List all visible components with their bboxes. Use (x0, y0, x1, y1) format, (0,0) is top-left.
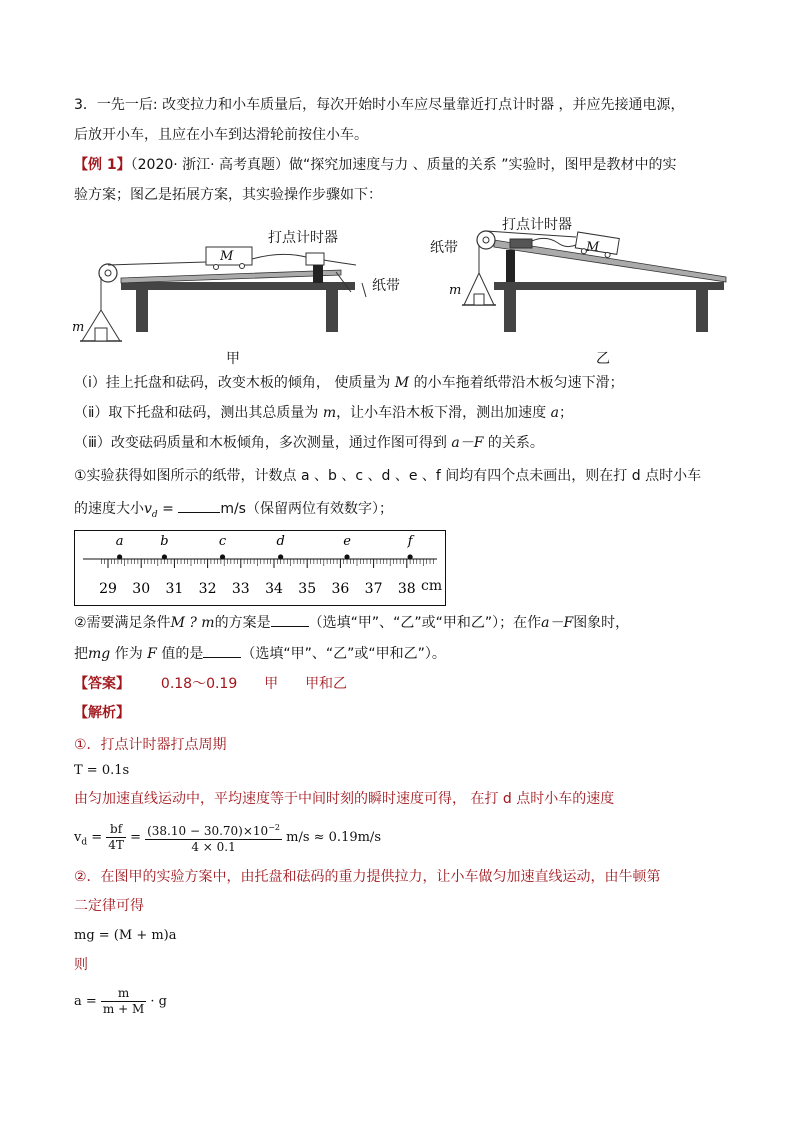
analysis-p3-line-1: ②．在图甲的实验方案中，由托盘和砝码的重力提供拉力，让小车做匀加速直线运动，由牛顿第 (74, 869, 661, 885)
tape-point-label-d: d (276, 534, 285, 549)
tape-point-a (117, 554, 122, 559)
question-1-line-1: ①实验获得如图所示的纸带，计数点 a 、b 、c 、d 、e 、f 间均有四个点未画出，则在打 d 点时小车 (74, 468, 702, 484)
analysis-eq-newton: mg = (M + m)a (74, 928, 177, 943)
ruler-tick-label: 31 (165, 581, 184, 597)
question-2-line-1: ②需要满足条件M ? m的方案是 （选填“甲”、“乙”或“甲和乙”）；在作a－F图象时， (74, 612, 629, 633)
analysis-label: 【解析】 (74, 705, 130, 721)
intro-line-1: 3．一先一后: 改变拉力和小车质量后，每次开始时小车应尽量靠近打点计时器 ，并应先接通电源， (74, 97, 685, 113)
table-leg-left-1 (136, 290, 148, 332)
ruler-tick-label: 36 (331, 581, 350, 597)
answer-line (74, 674, 347, 694)
caption-jia: 甲 (226, 351, 240, 367)
left-hanger-mass: m (72, 320, 85, 335)
tape-point-b (162, 554, 167, 559)
right-timer-label: 打点计时器 (502, 217, 572, 233)
step-3: （ⅲ）改变砝码质量和木板倾角，多次测量，通过作图可得到 a－F 的关系。 (74, 435, 544, 451)
step-2: （ⅱ）取下托盘和砝码，测出其总质量为 m，让小车沿木板下滑，测出加速度 a； (74, 405, 573, 421)
right-tape-label: 纸带 (430, 240, 458, 256)
left-timer-label: 打点计时器 (268, 230, 338, 246)
right-hanger-mass: m (449, 283, 462, 298)
question-1-line-2: 的速度大小$v_d = m/s$（保留两位有效数字）； (74, 498, 393, 525)
tape-point-d (278, 554, 283, 559)
right-cart-mass: M (586, 240, 600, 255)
question-2-line-2: 把mg 作为 F 值的是 （选填“甲”、“乙”或“甲和乙”）。 (74, 643, 446, 664)
example-source: （2020· 浙江· 高考真题）做“探究加速度与力 、质量的关系 ”实验时，图甲是教材中的实 (130, 157, 677, 173)
table-top-left (121, 282, 355, 290)
tape-right (532, 238, 576, 246)
timer-right (510, 239, 532, 248)
answer-blank-2[interactable] (271, 612, 309, 627)
example-line-1 (74, 155, 676, 175)
analysis-p4: 则 (74, 957, 88, 973)
ruler-tick-label: 38 (397, 581, 416, 597)
weight-right (474, 294, 484, 305)
answer-blank-1[interactable] (178, 498, 220, 513)
answer-3: 甲和乙 (305, 676, 348, 692)
board-left (121, 270, 341, 283)
tape-point-label-f: f (407, 534, 413, 549)
string-left (108, 262, 206, 265)
ruler-tick-label: 35 (298, 581, 317, 597)
answer-label: 【答案】 (74, 676, 130, 692)
ruler-tick-label: 32 (198, 581, 217, 597)
tape-point-e (344, 554, 349, 559)
table-leg-right-1 (504, 290, 516, 332)
example-line-2: 验方案；图乙是拓展方案，其实验操作步骤如下： (74, 187, 382, 203)
answer-blank-3[interactable] (203, 643, 241, 658)
support-right (506, 250, 515, 282)
answer-1: 0.18～0.19 (160, 676, 238, 692)
left-tape-label: 纸带 (372, 278, 400, 294)
table-leg-right-2 (696, 290, 708, 332)
analysis-p3-line-2: 二定律可得 (74, 898, 144, 914)
tape-point-f (408, 554, 413, 559)
timer-left (306, 253, 324, 265)
analysis-p1: ①．打点计时器打点周期 (74, 737, 227, 753)
tape-point-label-c: c (218, 534, 227, 549)
experiment-figures (66, 215, 746, 365)
intro-line-2: 后放开小车，且应在小车到达滑轮前按住小车。 (74, 127, 368, 143)
example-tag: 【例 1】 (74, 157, 131, 173)
tape-point-label-a: a (115, 534, 124, 549)
tape-point-label-b: b (160, 534, 169, 549)
step-1: （ⅰ）挂上托盘和砝码，改变木板的倾角， 使质量为 M 的小车拖着纸带沿木板匀速下滑； (74, 375, 624, 391)
ruler-tick-label: 37 (364, 581, 383, 597)
analysis-eq-accel: a = $\frac{m}{m + M}$ · g (74, 986, 168, 1016)
analysis-eq-period: T = 0.1s (74, 763, 130, 778)
ruler-unit: cm (421, 578, 443, 594)
tape-left (252, 254, 356, 265)
ruler-tick-label: 30 (132, 581, 151, 597)
tape-ruler (75, 531, 445, 605)
left-cart-mass: M (220, 249, 234, 264)
analysis-p2: 由匀加速直线运动中，平均速度等于中间时刻的瞬时速度可得， 在打 d 点时小车的速度 (74, 791, 615, 807)
answer-2: 甲 (264, 676, 279, 692)
table-top-right (494, 282, 724, 290)
caption-yi: 乙 (596, 351, 610, 367)
weight-left (95, 328, 107, 341)
analysis-eq-velocity: $v_d$ = $\frac{bf}{4T}$ = $\frac{(38.10 - 30.70)\times 10^{-2}}{4 \times 0.1}$ m/s ≈ 0.19m/s (74, 822, 381, 854)
tape-ruler-box (74, 530, 446, 606)
tape-point-label-e: e (343, 534, 351, 549)
table-leg-left-2 (326, 290, 338, 332)
ruler-tick-label: 29 (99, 581, 117, 597)
ruler-tick-label: 33 (231, 581, 250, 597)
tape-point-c (220, 554, 225, 559)
ruler-tick-label: 34 (265, 581, 283, 597)
